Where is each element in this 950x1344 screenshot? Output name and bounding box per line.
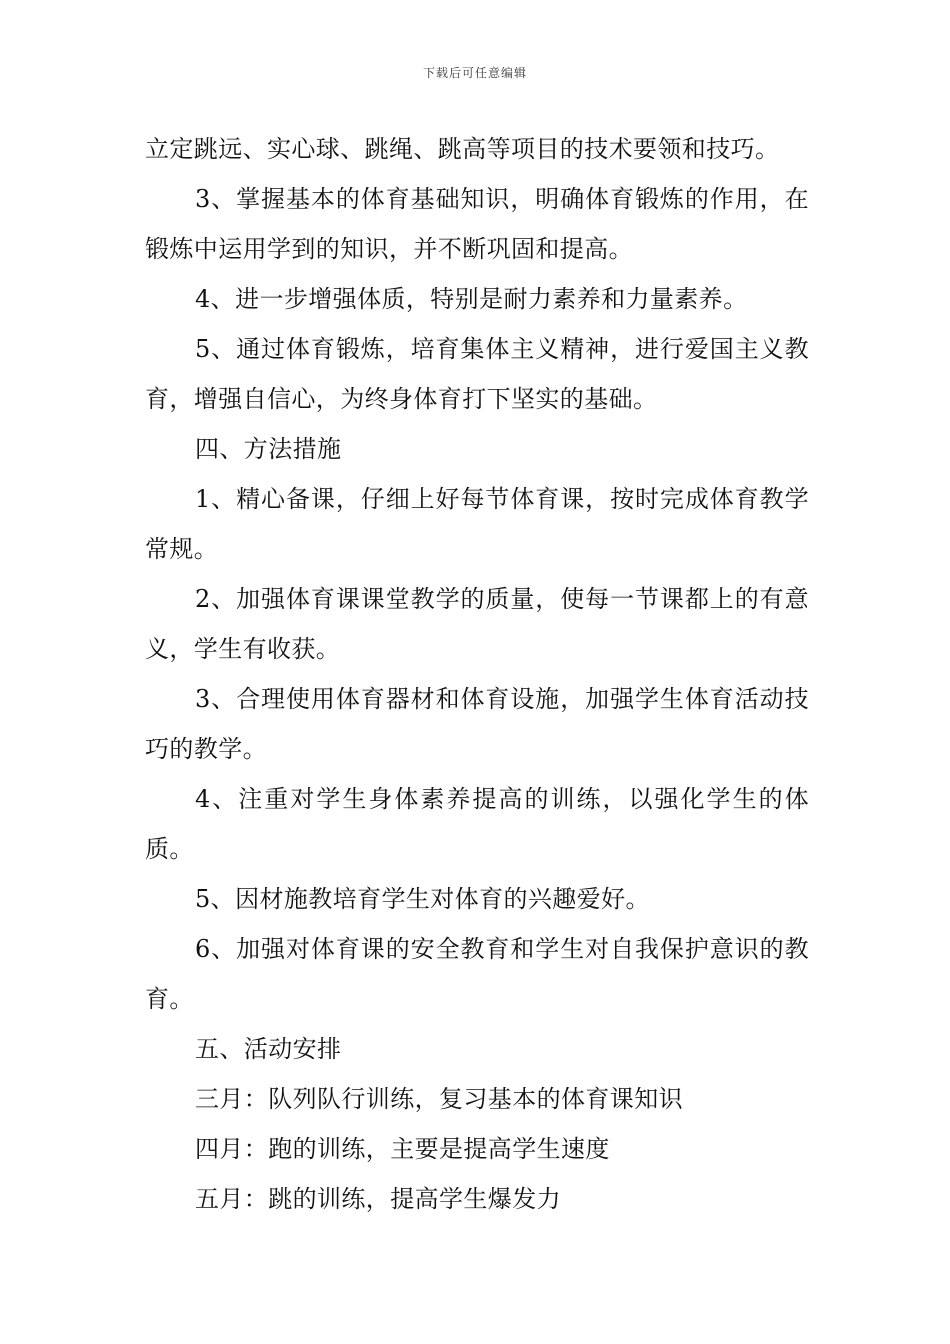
activity-april: 四月：跑的训练，主要是提高学生速度 [195,1135,610,1163]
activity-march: 三月：队列队行训练，复习基本的体育课知识 [195,1085,683,1113]
section-heading-methods: 四、方法措施 [195,435,342,463]
paragraph-method-5: 5、因材施教培育学生对体育的兴趣爱好。 [195,885,650,913]
paragraph-method-2: 2、加强体育课课堂教学的质量，使每一节课都上的有意义，学生有收获。 [145,585,809,663]
paragraph-method-1: 1、精心备课，仔细上好每节体育课，按时完成体育教学常规。 [145,485,809,563]
activity-may: 五月：跳的训练，提高学生爆发力 [195,1185,561,1213]
paragraph-goal-5: 5、通过体育锻炼，培育集体主义精神，进行爱国主义教育，增强自信心，为终身体育打下坚实的基础。 [145,335,809,413]
section-heading-activities: 五、活动安排 [195,1035,342,1063]
paragraph-method-6: 6、加强对体育课的安全教育和学生对自我保护意识的教育。 [145,935,809,1013]
paragraph-method-4: 4、注重对学生身体素养提高的训练，以强化学生的体质。 [145,785,809,863]
page-header: 下载后可任意编辑 [422,66,527,80]
paragraph-goal-4: 4、进一步增强体质，特别是耐力素养和力量素养。 [195,285,748,313]
document-body [145,124,809,1224]
paragraph-goal-3: 3、掌握基本的体育基础知识，明确体育锻炼的作用，在锻炼中运用学到的知识，并不断巩固和提高。 [145,185,809,263]
paragraph-goal-continued: 立定跳远、实心球、跳绳、跳高等项目的技术要领和技巧。 [145,135,780,163]
paragraph-method-3: 3、合理使用体育器材和体育设施，加强学生体育活动技巧的教学。 [145,685,809,763]
